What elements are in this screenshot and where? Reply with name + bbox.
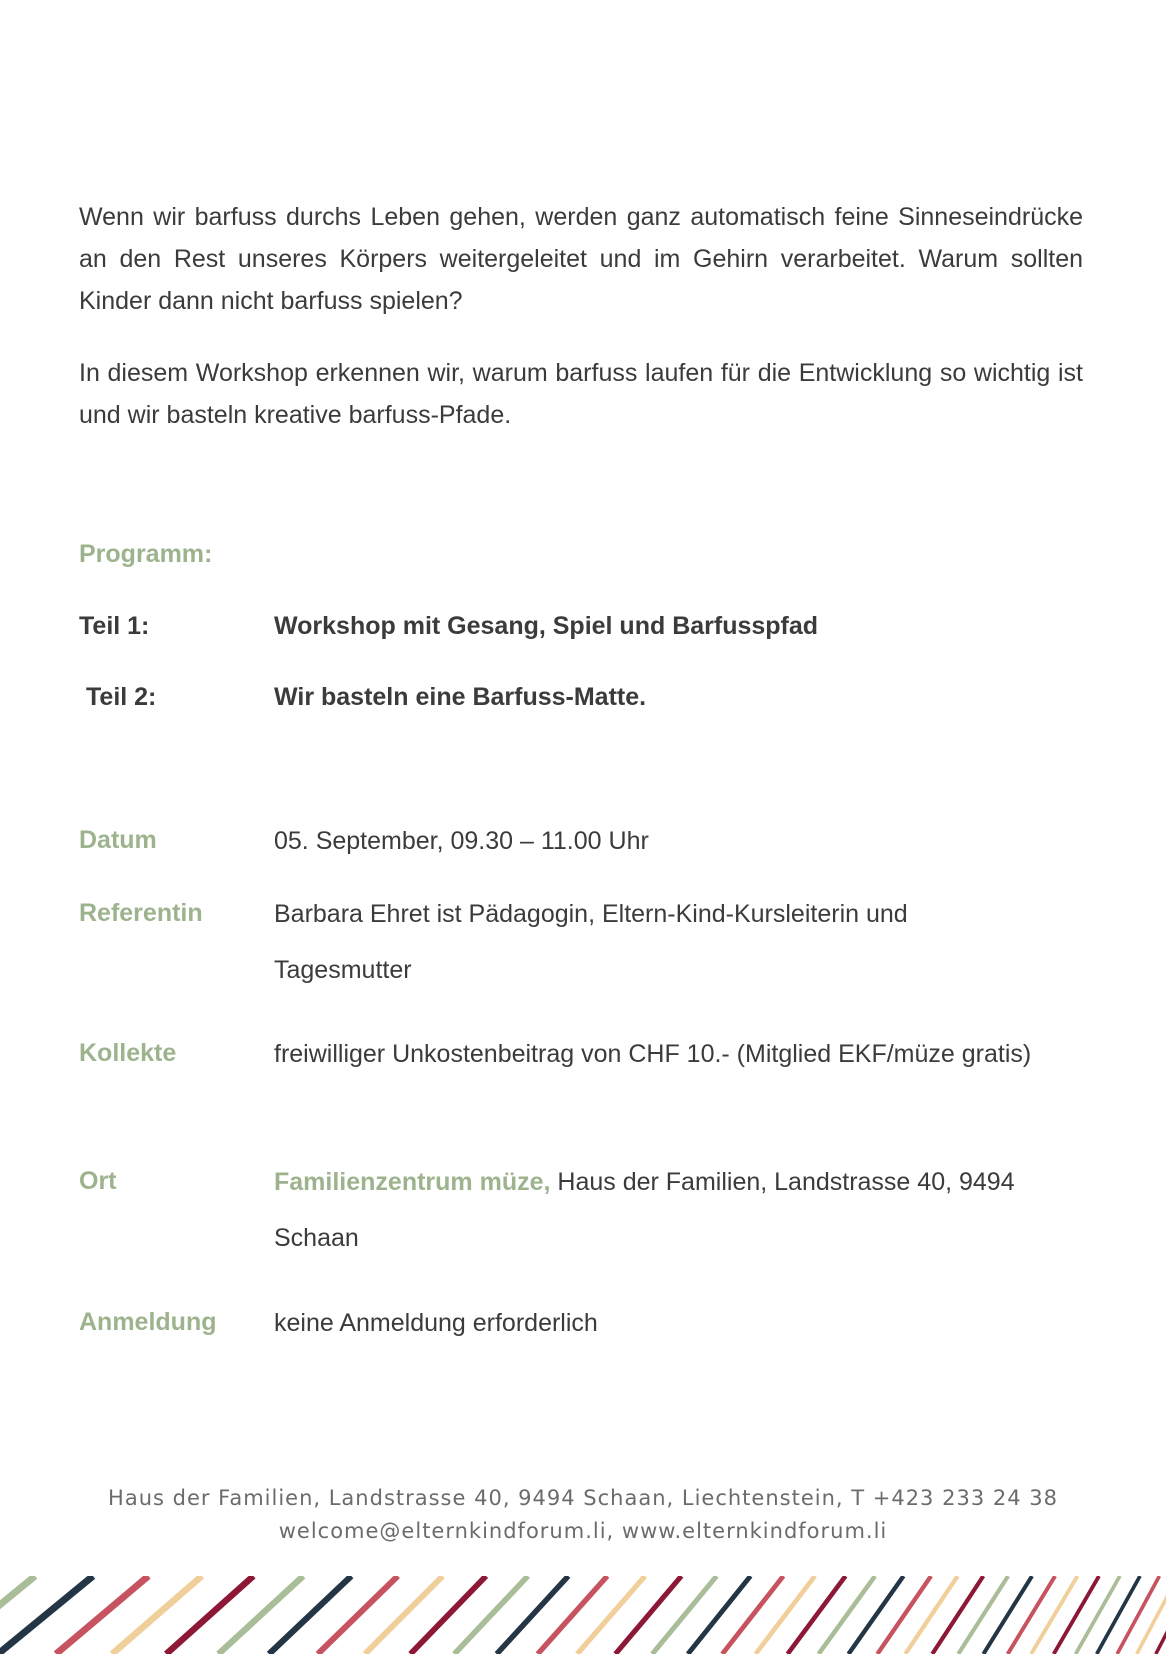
- stripe-line: [410, 1576, 486, 1654]
- stripe-line: [219, 1576, 304, 1654]
- stripe-line: [1031, 1576, 1077, 1654]
- teil2-label: Teil 2:: [86, 683, 157, 711]
- footer-address: Haus der Familien, Landstrasse 40, 9494 Schaan, Liechtenstein, T +423 233 24 38: [108, 1486, 1058, 1510]
- teil1-text: Workshop mit Gesang, Spiel und Barfusspfad: [274, 612, 819, 640]
- kollekte-value: freiwilliger Unkostenbeitrag von CHF 10.- (Mitglied EKF/müze gratis): [274, 1040, 1032, 1068]
- intro-paragraph-1: Wenn wir barfuss durchs Leben gehen, werden ganz automatisch feine Sinneseindrücke an den Rest unseres Körpers weitergeleitet und im Gehirn verarbeitet. Warum sollten Kinder dann nicht barfuss spielen?: [79, 203, 1083, 315]
- datum-value: 05. September, 09.30 – 11.00 Uhr: [274, 827, 649, 855]
- stripe-line: [318, 1576, 398, 1654]
- stripe-line: [983, 1576, 1032, 1654]
- decorative-stripes: [0, 1576, 1166, 1654]
- stripe-line: [56, 1576, 148, 1654]
- stripe-line: [497, 1576, 569, 1654]
- stripe-line: [756, 1576, 815, 1654]
- anmeldung-label: Anmeldung: [79, 1308, 217, 1336]
- stripe-line: [0, 1576, 93, 1654]
- referentin-label: Referentin: [79, 899, 203, 927]
- stripe-line: [819, 1576, 875, 1654]
- stripe-line: [932, 1576, 983, 1654]
- datum-label: Datum: [79, 826, 157, 854]
- stripe-line: [877, 1576, 931, 1654]
- stripe-line: [1054, 1576, 1099, 1654]
- ort-highlight: Familienzentrum müze,: [274, 1168, 551, 1196]
- stripe-line: [958, 1576, 1008, 1654]
- anmeldung-value: keine Anmeldung erforderlich: [274, 1309, 598, 1337]
- stripe-line: [1097, 1576, 1140, 1654]
- stripe-line: [1076, 1576, 1120, 1654]
- intro-paragraph-2: In diesem Workshop erkennen wir, warum barfuss laufen für die Entwicklung so wichtig ist und wir basteln kreative barfuss-Pfade.: [79, 359, 1083, 429]
- ort-address: Haus der Familien, Landstrasse 40, 9494 Schaan: [274, 1168, 1015, 1252]
- stripe-line: [365, 1576, 443, 1654]
- ort-value: [274, 1154, 1094, 1266]
- referentin-value: Barbara Ehret ist Pädagogin, Eltern-Kind-Kursleiterin und Tagesmutter: [274, 900, 908, 984]
- stripe-line: [615, 1576, 681, 1654]
- stripe-line: [652, 1576, 716, 1654]
- footer-contact: welcome@elternkindforum.li, www.elternkindforum.li: [278, 1519, 888, 1543]
- kollekte-label: Kollekte: [79, 1039, 177, 1067]
- teil1-label: Teil 1:: [79, 612, 150, 640]
- teil2-text: Wir basteln eine Barfuss-Matte.: [274, 683, 647, 711]
- stripe-line: [722, 1576, 783, 1654]
- stripe-line: [166, 1576, 253, 1654]
- stripe-line: [905, 1576, 957, 1654]
- stripe-line: [538, 1576, 608, 1654]
- stripe-line: [577, 1576, 645, 1654]
- stripe-line: [1117, 1576, 1159, 1654]
- stripe-line: [788, 1576, 846, 1654]
- stripe-line: [688, 1576, 751, 1654]
- ort-label: Ort: [79, 1167, 117, 1195]
- stripe-line: [269, 1576, 351, 1654]
- stripe-line: [112, 1576, 202, 1654]
- stripe-line: [454, 1576, 528, 1654]
- stripe-line: [1008, 1576, 1055, 1654]
- programm-title: Programm:: [79, 540, 213, 568]
- stripe-line: [849, 1576, 904, 1654]
